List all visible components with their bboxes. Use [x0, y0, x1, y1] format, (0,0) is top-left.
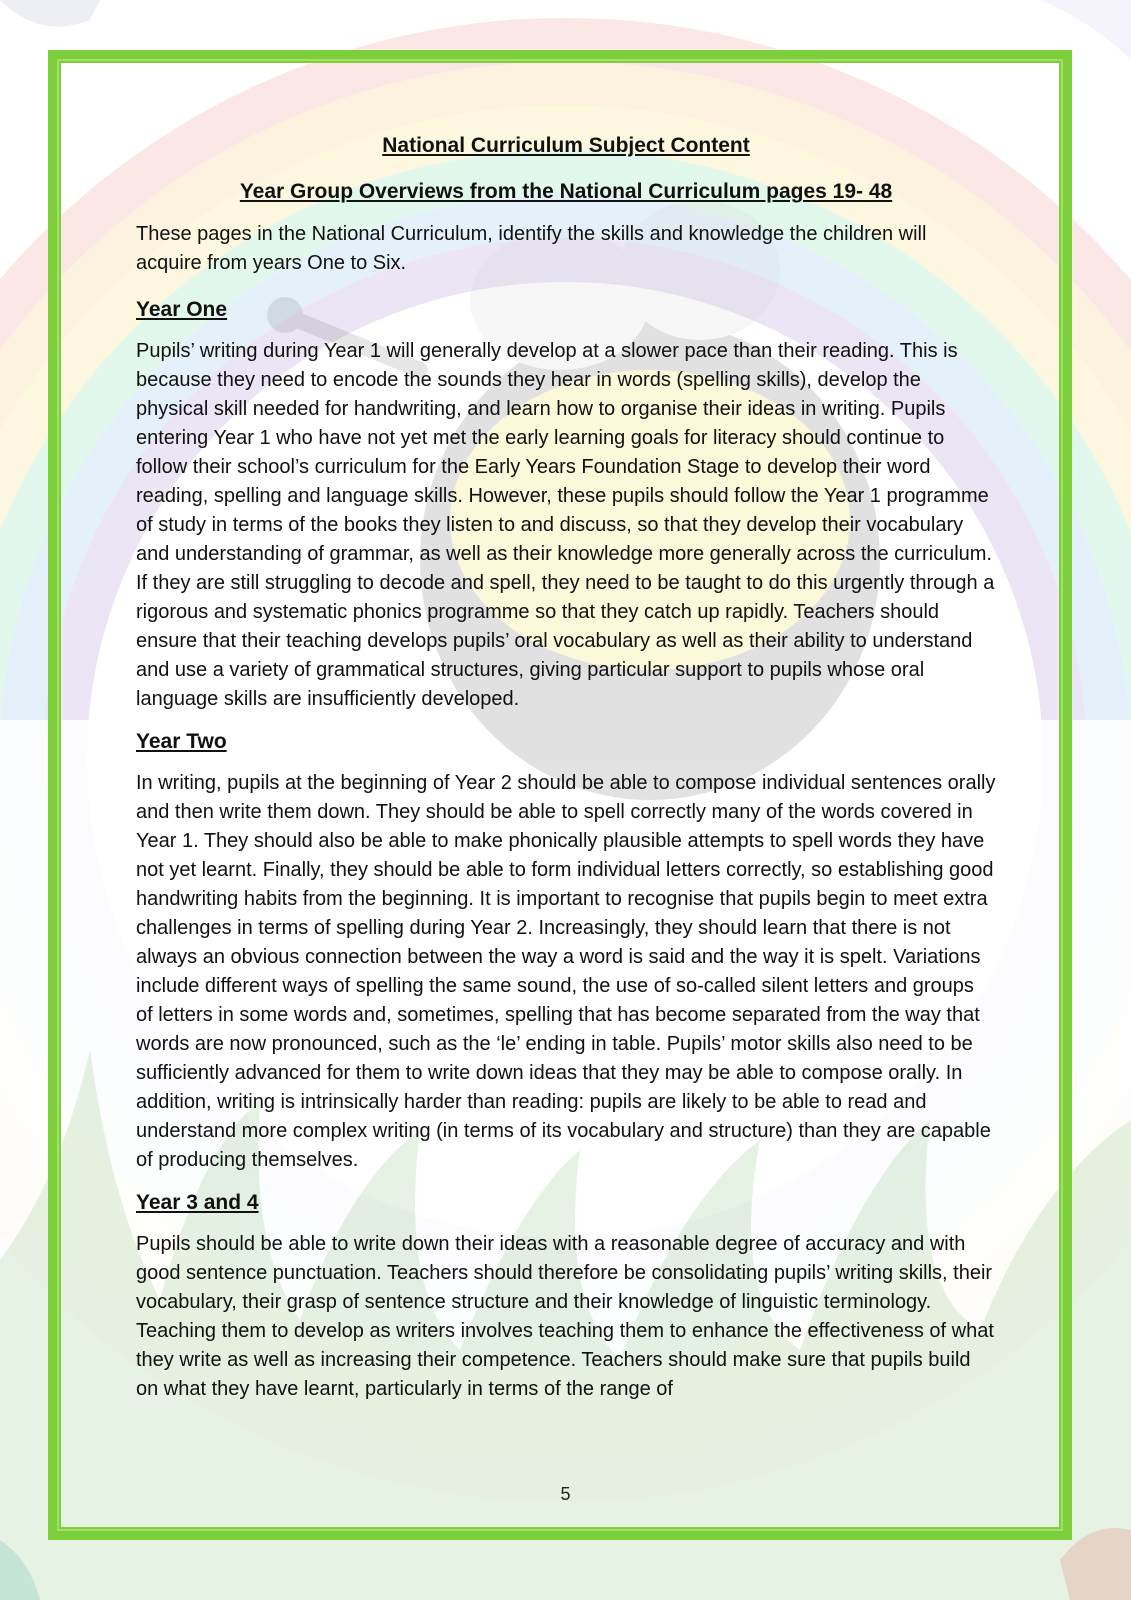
section-heading-year-two: Year Two: [136, 729, 227, 753]
document-title: National Curriculum Subject Content: [382, 134, 750, 157]
section-body-year-two: In writing, pupils at the beginning of Year 2 should be able to compose individual sentences orally and then write them down. They should be able to spell correctly many of the words covered in Year 1. They should also be able to make phonically plausible attempts to spell words they have not yet learnt. Finally, they should be able to form individual letters correctly, so establishing good handwriting habits from the beginning. It is important to recognise that pupils begin to meet extra challenges in terms of spelling during Year 2. Increasingly, they should learn that there is not always an obvious connection between the way a word is said and the way it is spelt. Variations include different ways of spelling the same sound, the use of so-called silent letters and groups of letters in some words and, sometimes, spelling that has become separated from the way that words are now pronounced, such as the ‘le’ ending in table. Pupils’ motor skills also need to be sufficiently advanced for them to write down ideas that they may be able to compose orally. In addition, writing is intrinsically harder than reading: pupils are likely to be able to read and understand more complex writing (in terms of its vocabulary and structure) than they are capable of producing themselves.: [136, 772, 996, 1172]
page-number: 5: [560, 1484, 571, 1504]
section-body-year-one: Pupils’ writing during Year 1 will generally develop at a slower pace than their reading. This is because they need to encode the sounds they hear in words (spelling skills), develop the physical skill needed for handwriting, and learn how to organise their ideas in writing. Pupils entering Year 1 who have not yet met the early learning goals for literacy should continue to follow their school’s curriculum for the Early Years Foundation Stage to develop their word reading, spelling and language skills. However, these pupils should follow the Year 1 programme of study in terms of the books they listen to and discuss, so that they develop their vocabulary and understanding of grammar, as well as their knowledge more generally across the curriculum. If they are still struggling to decode and spell, they need to be taught to do this urgently through a rigorous and systematic phonics programme so that they catch up rapidly. Teachers should ensure that their teaching develops pupils’ oral vocabulary as well as their ability to understand and use a variety of grammatical structures, giving particular support to pupils whose oral language skills are insufficiently developed.: [136, 339, 995, 710]
document-body: [136, 132, 996, 1418]
section-heading-year-3-and-4: Year 3 and 4: [136, 1191, 259, 1215]
intro-paragraph: These pages in the National Curriculum, identify the skills and knowledge the children will acquire from years One to Six.: [136, 222, 927, 274]
section-body-year-3-and-4: Pupils should be able to write down their ideas with a reasonable degree of accuracy and with good sentence punctuation. Teachers should therefore be consolidating pupils’ writing skills, their vocabulary, their grasp of sentence structure and their knowledge of linguistic terminology. Teaching them to develop as writers involves teaching them to enhance the effectiveness of what they write as well as increasing their competence. Teachers should make sure that pupils build on what they have learnt, particularly in terms of the range of: [136, 1233, 994, 1401]
document-subtitle: Year Group Overviews from the National Curriculum pages 19- 48: [239, 180, 893, 204]
section-heading-year-one: Year One: [136, 297, 228, 321]
